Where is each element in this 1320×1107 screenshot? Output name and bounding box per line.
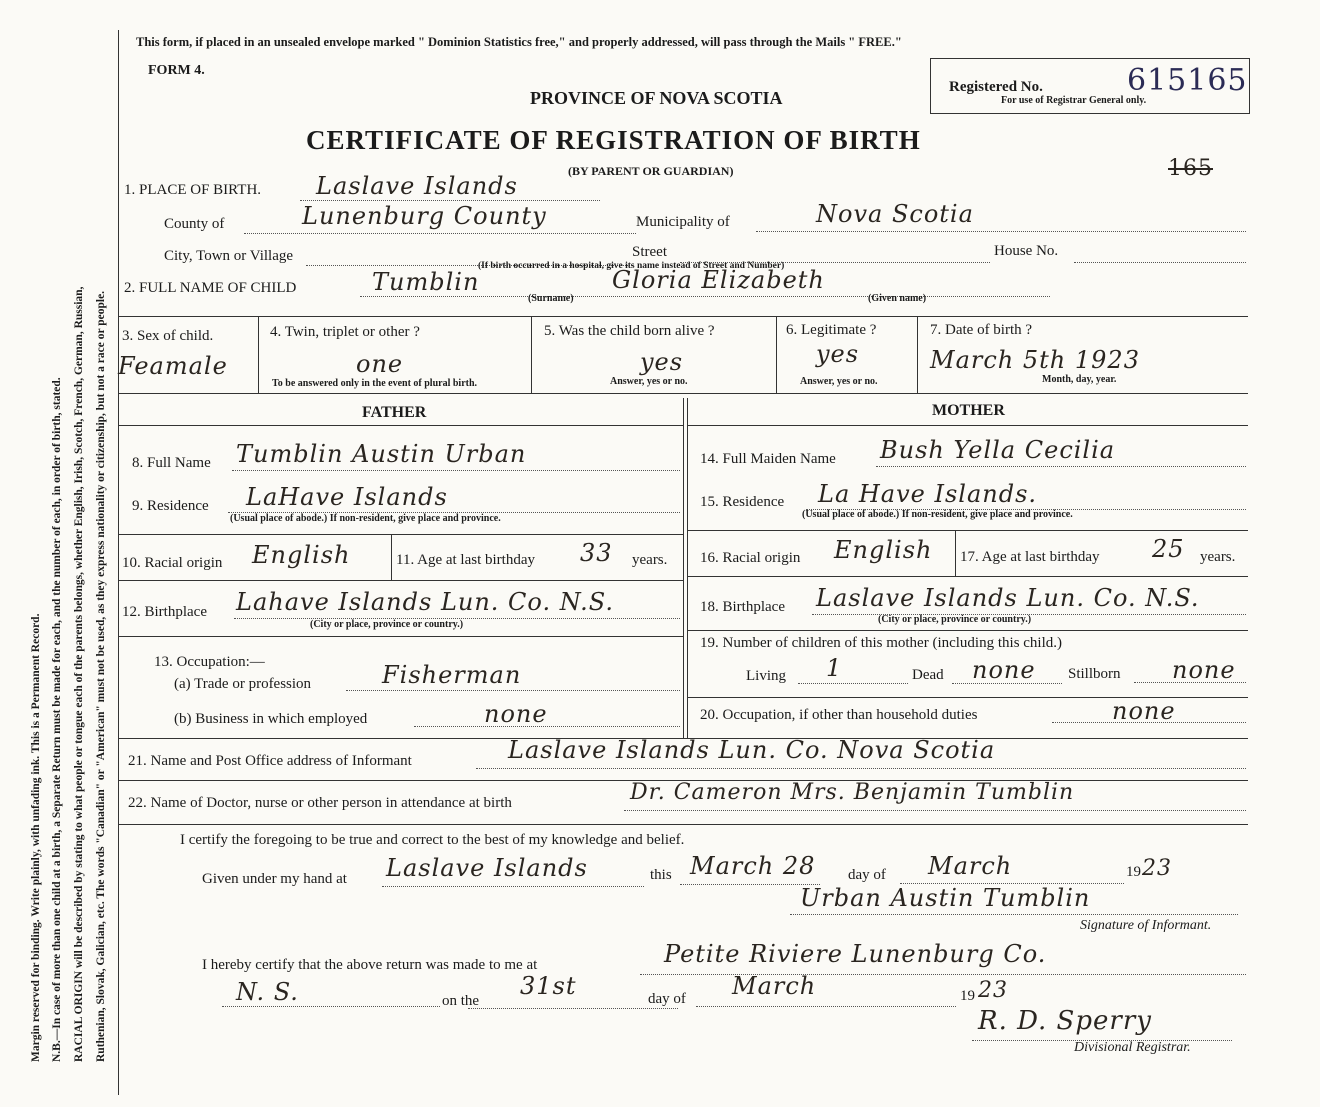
child-name-label: 2. FULL NAME OF CHILD: [124, 280, 297, 296]
hospital-note: (If birth occurred in a hospital, give its name instead of Street and Number): [478, 261, 785, 271]
cert-day-of-label: day of: [848, 867, 886, 883]
mother-name-label: 14. Full Maiden Name: [700, 451, 836, 467]
children-label: 19. Number of children of this mother (including this child.): [700, 635, 1063, 651]
margin-binding-note: Margin reserved for binding. Write plainly, with unfading ink. This is a Permanent Record.: [30, 613, 42, 1062]
cert-year-value[interactable]: 23: [1142, 856, 1172, 881]
county-value[interactable]: Lunenburg County: [302, 202, 547, 230]
legitimate-value[interactable]: yes: [816, 340, 860, 368]
registrar-title: Divisional Registrar.: [1074, 1040, 1191, 1055]
mother-residence-note: (Usual place of abode.) If non-resident, give place and province.: [802, 509, 1073, 520]
informant-signature[interactable]: Urban Austin Tumblin: [800, 884, 1091, 912]
alive-label: 5. Was the child born alive ?: [544, 323, 715, 339]
registrar-place-value[interactable]: Petite Riviere Lunenburg Co.: [664, 940, 1047, 968]
stillborn-label: Stillborn: [1068, 666, 1121, 682]
mother-race-value[interactable]: English: [834, 536, 933, 564]
father-name-value[interactable]: Tumblin Austin Urban: [236, 440, 527, 468]
legitimate-note: Answer, yes or no.: [800, 376, 878, 387]
dead-label: Dead: [912, 667, 944, 683]
surname-note: (Surname): [528, 293, 574, 304]
trade-value[interactable]: Fisherman: [382, 661, 522, 689]
mother-occupation-value[interactable]: none: [1112, 697, 1176, 725]
father-residence-note: (Usual place of abode.) If non-resident, give place and province.: [230, 513, 501, 524]
father-birthplace-label: 12. Birthplace: [122, 604, 207, 620]
county-label: County of: [164, 216, 225, 232]
registrar-year-value[interactable]: 23: [978, 978, 1008, 1003]
mother-name-value[interactable]: Bush Yella Cecilia: [880, 436, 1116, 464]
twin-label: 4. Twin, triplet or other ?: [270, 324, 420, 340]
child-given-value[interactable]: Gloria Elizabeth: [612, 266, 825, 294]
province-heading: PROVINCE OF NOVA SCOTIA: [530, 88, 783, 108]
twin-note: To be answered only in the event of plural birth.: [272, 378, 478, 389]
stillborn-value[interactable]: none: [1172, 656, 1236, 684]
father-age-label: 11. Age at last birthday: [396, 552, 535, 568]
registrar-statement: I hereby certify that the above return was made to me at: [202, 957, 538, 973]
registered-label: Registered No.: [949, 79, 1043, 95]
business-label: (b) Business in which employed: [174, 711, 368, 727]
registrar-month-value[interactable]: March: [732, 972, 817, 1000]
dob-label: 7. Date of birth ?: [930, 322, 1033, 338]
registrar-place-2-value[interactable]: N. S.: [236, 978, 299, 1006]
mother-occupation-label: 20. Occupation, if other than household duties: [700, 707, 978, 723]
father-race-label: 10. Racial origin: [122, 555, 223, 571]
trade-label: (a) Trade or profession: [174, 676, 312, 692]
form-number: FORM 4.: [148, 63, 205, 78]
father-birthplace-value[interactable]: Lahave Islands Lun. Co. N.S.: [236, 588, 615, 616]
registered-number: 615165: [1127, 63, 1248, 98]
informant-label: 21. Name and Post Office address of Informant: [128, 753, 412, 769]
twin-value[interactable]: one: [356, 350, 404, 378]
margin-nb-note: N.B.—In case of more than one child at a birth, a Separate Return must be made for each, and the number of each, in order of birth, stated.: [51, 377, 63, 1062]
father-heading: FATHER: [362, 404, 427, 421]
father-age-value[interactable]: 33: [580, 539, 613, 567]
father-birthplace-note: (City or place, province or country.): [310, 619, 464, 630]
this-label: this: [650, 867, 672, 883]
father-age-unit: years.: [632, 552, 668, 568]
informant-value[interactable]: Laslave Islands Lun. Co. Nova Scotia: [508, 736, 996, 764]
cert-day-value[interactable]: March 28: [690, 852, 816, 880]
street-label: Street: [632, 244, 667, 260]
alive-value[interactable]: yes: [640, 348, 684, 376]
living-label: Living: [746, 668, 786, 684]
mother-race-label: 16. Racial origin: [700, 550, 801, 566]
mother-residence-label: 15. Residence: [700, 494, 785, 510]
given-place-value[interactable]: Laslave Islands: [386, 854, 588, 882]
alive-note: Answer, yes or no.: [610, 376, 688, 387]
doctor-label: 22. Name of Doctor, nurse or other person in attendance at birth: [128, 795, 512, 811]
mother-age-value[interactable]: 25: [1152, 535, 1185, 563]
cert-year-prefix: 19: [1126, 864, 1141, 880]
certificate-subtitle: (BY PARENT OR GUARDIAN): [568, 164, 734, 178]
struck-number: 165: [1168, 156, 1213, 181]
margin-racial-note: RACIAL ORIGIN will be described by stating to what people or tongue each of the parents belongs, whether English, Irish, Scotch, French, German, Russian,: [73, 286, 85, 1062]
child-surname-value[interactable]: Tumblin: [372, 268, 480, 296]
given-note: (Given name): [868, 293, 927, 304]
municipality-value[interactable]: Nova Scotia: [816, 200, 974, 228]
living-value[interactable]: 1: [826, 654, 843, 682]
dob-value[interactable]: March 5th 1923: [930, 346, 1140, 374]
father-name-label: 8. Full Name: [132, 455, 211, 471]
on-the-label: on the: [442, 993, 480, 1009]
sex-label: 3. Sex of child.: [122, 328, 214, 344]
registrar-day-value[interactable]: 31st: [520, 972, 577, 1000]
mother-residence-value[interactable]: La Have Islands.: [818, 480, 1038, 508]
doctor-value[interactable]: Dr. Cameron Mrs. Benjamin Tumblin: [630, 780, 1075, 805]
business-value[interactable]: none: [484, 700, 548, 728]
mother-age-unit: years.: [1200, 549, 1236, 565]
registrar-day-of-label: day of: [648, 991, 686, 1007]
sex-value[interactable]: Feamale: [118, 352, 228, 380]
given-under-label: Given under my hand at: [202, 871, 347, 887]
place-of-birth-value[interactable]: Laslave Islands: [316, 172, 518, 200]
house-label: House No.: [994, 243, 1059, 259]
place-of-birth-label: 1. PLACE OF BIRTH.: [124, 182, 262, 198]
margin-racial-note-2: Ruthenian, Slovak, Galician, etc. The words "Canadian" or "American" must not be used, as they express nationality or citizenship, but not a race or people.: [95, 290, 107, 1062]
municipality-label: Municipality of: [636, 214, 730, 230]
registrar-year-prefix: 19: [960, 988, 975, 1004]
dead-value[interactable]: none: [972, 656, 1036, 684]
mother-birthplace-value[interactable]: Laslave Islands Lun. Co. N.S.: [816, 584, 1200, 612]
father-residence-label: 9. Residence: [132, 498, 209, 514]
registrar-note: For use of Registrar General only.: [1001, 95, 1147, 106]
registered-box: [930, 58, 1250, 114]
informant-signature-label: Signature of Informant.: [1080, 918, 1212, 933]
legitimate-label: 6. Legitimate ?: [786, 322, 877, 338]
occupation-label: 13. Occupation:—: [154, 654, 265, 670]
certify-statement: I certify the foregoing to be true and correct to the best of my knowledge and belief.: [180, 832, 685, 848]
mother-birthplace-note: (City or place, province or country.): [878, 614, 1032, 625]
mother-age-label: 17. Age at last birthday: [960, 549, 1100, 565]
mail-notice: This form, if placed in an unsealed envelope marked " Dominion Statistics free," and properly addressed, will pass through the Mails " FREE.": [136, 35, 902, 49]
father-race-value[interactable]: English: [252, 541, 351, 569]
mother-birthplace-label: 18. Birthplace: [700, 599, 785, 615]
registrar-signature[interactable]: R. D. Sperry: [978, 1006, 1152, 1036]
father-residence-value[interactable]: LaHave Islands: [246, 483, 448, 511]
city-label: City, Town or Village: [164, 248, 294, 264]
cert-month-value[interactable]: March: [928, 852, 1013, 880]
certificate-title: CERTIFICATE OF REGISTRATION OF BIRTH: [306, 125, 921, 155]
mother-heading: MOTHER: [932, 402, 1005, 419]
dob-note: Month, day, year.: [1042, 374, 1117, 385]
